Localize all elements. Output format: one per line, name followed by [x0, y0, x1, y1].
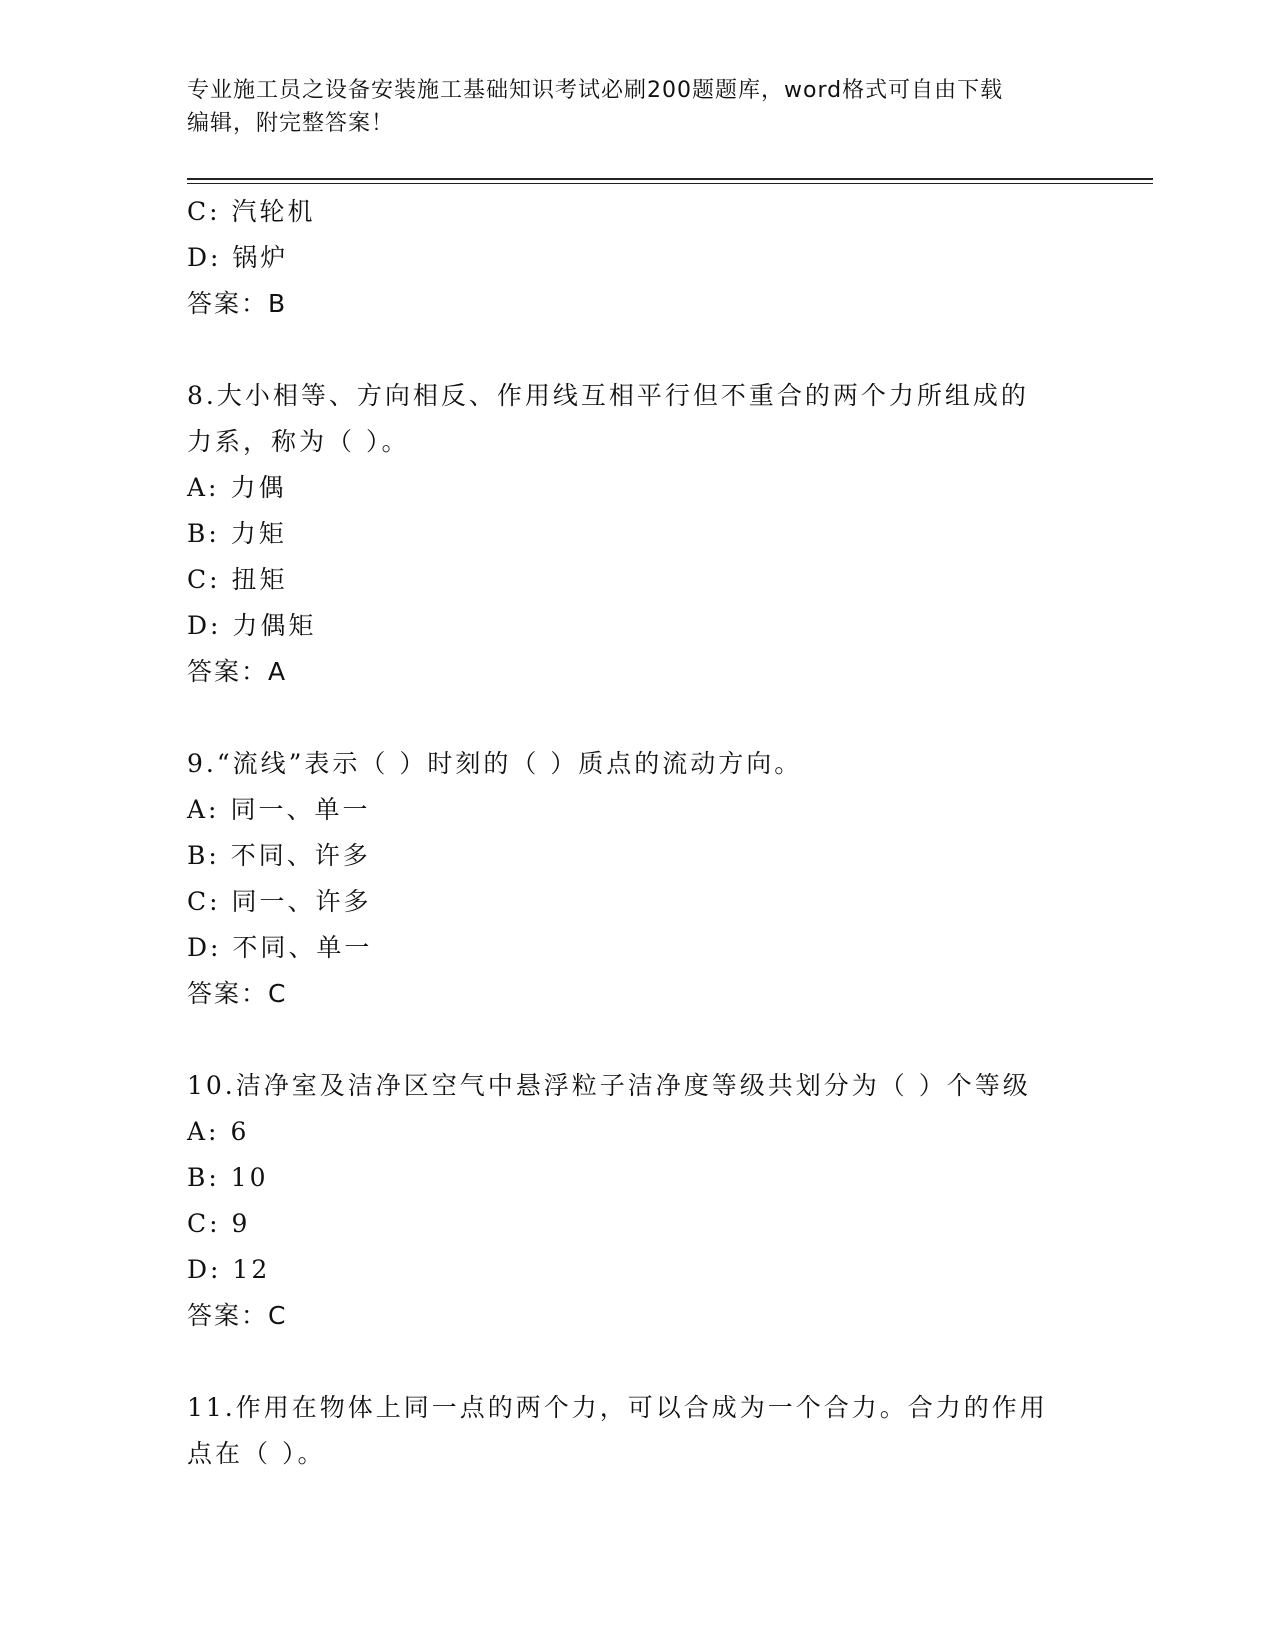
option-letter: D:: [187, 1255, 222, 1284]
answer-line: 答案：C: [187, 979, 288, 1008]
answer-line: 答案：C: [187, 1301, 288, 1330]
option-c: [187, 1201, 1087, 1247]
option-text: 12: [232, 1255, 271, 1284]
option-text: 10: [230, 1163, 269, 1192]
option-letter: D:: [187, 933, 222, 962]
option-letter: A:: [187, 795, 220, 824]
option-d: [187, 235, 1087, 281]
question-stem: 力系，称为（ ）。: [187, 427, 410, 456]
answer-line: 答案：A: [187, 657, 288, 686]
option-text: 锅炉: [232, 243, 289, 272]
option-c: [187, 879, 1087, 925]
option-a: [187, 465, 1087, 511]
option-letter: B:: [187, 519, 220, 548]
option-text: 力矩: [230, 519, 287, 548]
question-8: [187, 373, 1087, 695]
option-text: 6: [230, 1117, 250, 1146]
option-c: [187, 557, 1087, 603]
option-d: [187, 1247, 1087, 1293]
option-b: [187, 511, 1087, 557]
option-text: 汽轮机: [231, 197, 316, 226]
option-letter: A:: [187, 1117, 220, 1146]
option-text: 不同、单一: [232, 933, 373, 962]
option-letter: C:: [187, 1209, 221, 1238]
option-a: [187, 1109, 1087, 1155]
option-letter: B:: [187, 1163, 220, 1192]
question-stem: 11.作用在物体上同一点的两个力，可以合成为一个合力。合力的作用: [187, 1393, 1048, 1422]
question-stem: 点在（ ）。: [187, 1439, 326, 1468]
option-text: 力偶: [230, 473, 287, 502]
question-stem: 8.大小相等、方向相反、作用线互相平行但不重合的两个力所组成的: [187, 381, 1029, 410]
option-letter: A:: [187, 473, 220, 502]
question-10: [187, 1063, 1087, 1339]
option-letter: D:: [187, 243, 222, 272]
option-d: [187, 925, 1087, 971]
option-letter: B:: [187, 841, 220, 870]
question-stem: 9.“流线”表示（ ）时刻的（ ）质点的流动方向。: [187, 749, 803, 778]
option-d: [187, 603, 1087, 649]
answer-line: 答案：B: [187, 289, 288, 318]
option-letter: C:: [187, 197, 221, 226]
option-text: 同一、许多: [231, 887, 372, 916]
header-rule-bottom: [187, 183, 1153, 184]
question-9: [187, 741, 1087, 1017]
header-rule-top: [187, 178, 1153, 180]
option-b: [187, 833, 1087, 879]
option-text: 力偶矩: [232, 611, 317, 640]
option-text: 9: [231, 1209, 251, 1238]
question-11: [187, 1385, 1087, 1477]
question-content: [187, 189, 1087, 1477]
option-letter: C:: [187, 887, 221, 916]
option-text: 同一、单一: [230, 795, 371, 824]
question-stem: 10.洁净室及洁净区空气中悬浮粒子洁净度等级共划分为（ ）个等级: [187, 1071, 1031, 1100]
option-c: [187, 189, 1087, 235]
option-letter: D:: [187, 611, 222, 640]
option-letter: C:: [187, 565, 221, 594]
option-a: [187, 787, 1087, 833]
option-b: [187, 1155, 1087, 1201]
document-header: 专业施工员之设备安装施工基础知识考试必刷200题题库，word格式可自由下载 编辑，附完整答案！: [187, 78, 1004, 136]
option-text: 扭矩: [231, 565, 288, 594]
option-text: 不同、许多: [230, 841, 371, 870]
